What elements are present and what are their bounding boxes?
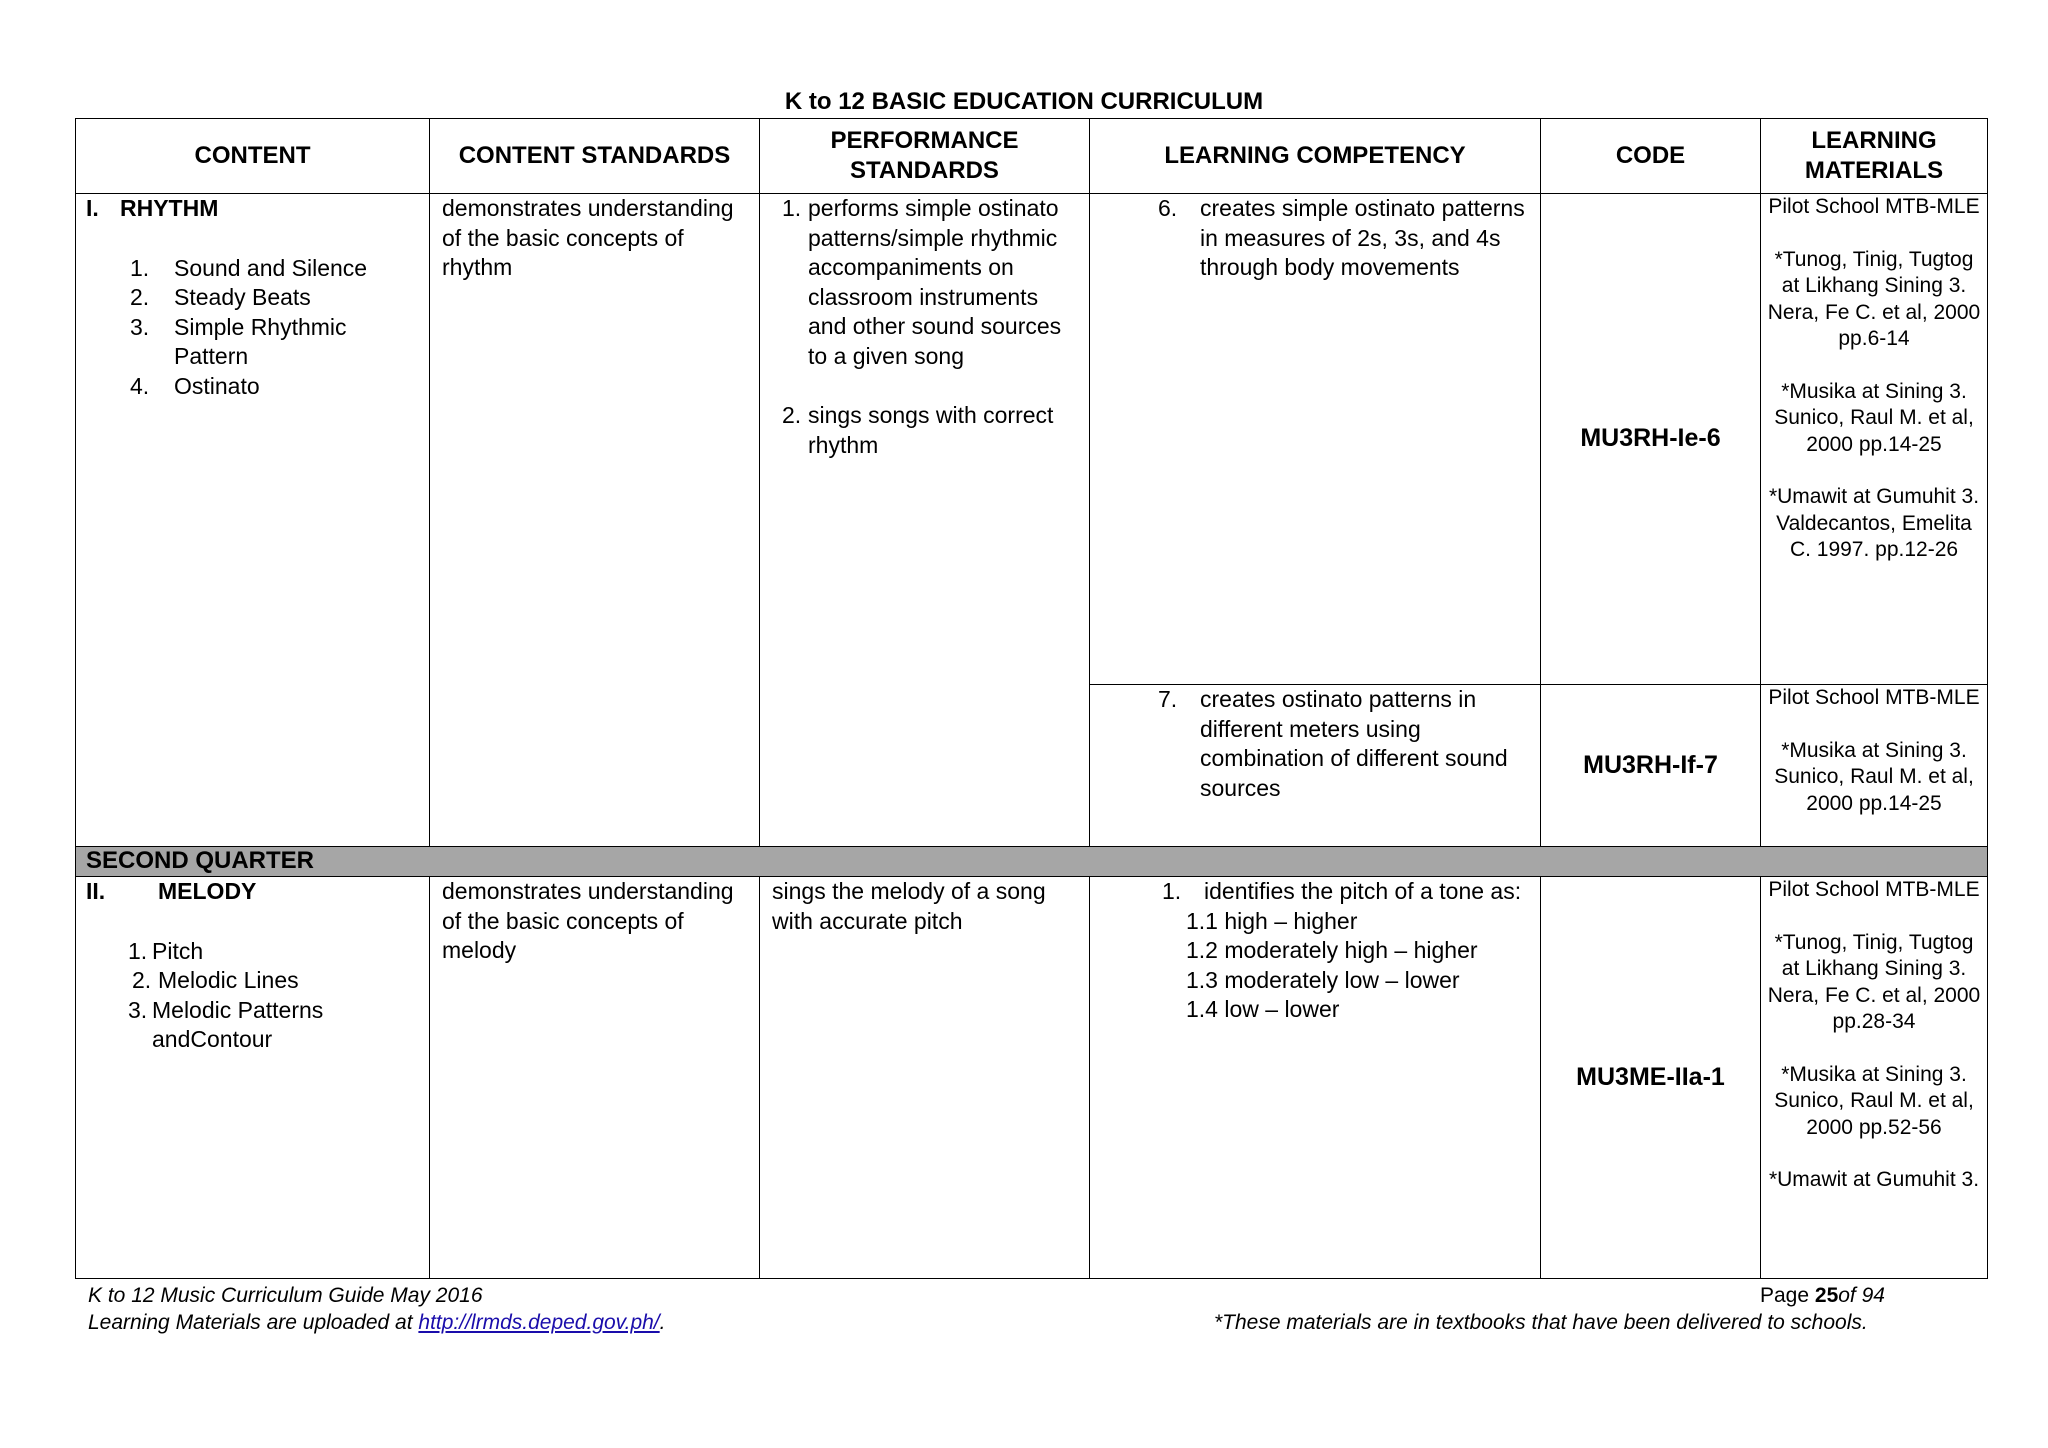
curriculum-table [75, 118, 1988, 1279]
performance-standard-melody: sings the melody of a song with accurate pitch [760, 877, 1090, 1279]
list-item: 4. Ostinato [130, 372, 260, 399]
content-title: MELODY [158, 878, 257, 904]
content-list [86, 254, 419, 402]
header-learning-materials: LEARNING MATERIALS [1761, 119, 1988, 194]
competency-item: 7. creates ostinato patterns in different meters using combination of different sound sources [1158, 686, 1508, 801]
content-heading [86, 194, 419, 224]
quarter-label: SECOND QUARTER [76, 847, 1988, 877]
list-item: 2. Steady Beats [130, 284, 311, 310]
header-code: CODE [1541, 119, 1761, 194]
footer-page-number: Page 25of 94 [1760, 1284, 1885, 1307]
lrmds-link[interactable]: http://lrmds.deped.gov.ph/ [418, 1311, 660, 1334]
document-title: K to 12 BASIC EDUCATION CURRICULUM [784, 88, 1264, 115]
competency-subitem: 1.4 low – lower [1186, 996, 1340, 1022]
material-entry: *Umawit at Gumuhit 3. [1768, 1168, 1980, 1191]
list-item: 2. sings songs with correct rhythm [782, 402, 1054, 458]
quarter-row [76, 847, 1988, 877]
content-cell-melody [76, 877, 430, 1279]
material-entry: *Tunog, Tinig, Tugtog at Likhang Sining 3. Nera, Fe C. et al, 2000 pp.28-34 [1767, 930, 1981, 1033]
list-item: 1. Pitch [128, 937, 204, 964]
material-entry: *Musika at Sining 3. Sunico, Raul M. et al, 2000 pp.52-56 [1774, 1062, 1974, 1139]
header-learning-competency: LEARNING COMPETENCY [1090, 119, 1541, 194]
footer-uploaded: Learning Materials are uploaded at http://lrmds.deped.gov.ph/. [88, 1311, 666, 1334]
code-cell: MU3RH-If-7 [1541, 685, 1761, 847]
competency-cell [1090, 685, 1541, 847]
content-title: RHYTHM [120, 195, 219, 221]
material-entry: *Tunog, Tinig, Tugtog at Likhang Sining 3. Nera, Fe C. et al, 2000 pp.6-14 [1767, 247, 1981, 350]
material-entry: Pilot School MTB-MLE [1768, 686, 1980, 709]
content-number: I. [86, 195, 99, 221]
content-cell-rhythm [76, 194, 430, 847]
code-cell: MU3ME-IIa-1 [1541, 877, 1761, 1279]
list-item: 2. Melodic Lines [132, 967, 299, 993]
material-entry: *Musika at Sining 3. Sunico, Raul M. et al, 2000 pp.14-25 [1774, 738, 1974, 815]
table-row [76, 877, 1988, 1279]
material-entry: *Musika at Sining 3. Sunico, Raul M. et al, 2000 pp.14-25 [1774, 379, 1974, 456]
footer-note: *These materials are in textbooks that have been delivered to schools. [1214, 1311, 1868, 1334]
content-list [86, 937, 419, 1055]
list-item: 1. performs simple ostinato patterns/simple rhythmic accompaniments on classroom instruments and other sound sources to a given song [782, 195, 1062, 369]
header-content: CONTENT [76, 119, 430, 194]
content-standard-melody: demonstrates understanding of the basic concepts of melody [430, 877, 760, 1279]
footer-guide: K to 12 Music Curriculum Guide May 2016 [88, 1284, 483, 1307]
content-standard-rhythm: demonstrates understanding of the basic concepts of rhythm [430, 194, 760, 847]
competency-cell [1090, 194, 1541, 685]
content-heading [86, 877, 419, 907]
content-number: II. [86, 878, 106, 904]
materials-cell [1761, 877, 1988, 1279]
material-entry: Pilot School MTB-MLE [1768, 878, 1980, 901]
material-entry: *Umawit at Gumuhit 3. Valdecantos, Emelita C. 1997. pp.12-26 [1768, 485, 1980, 561]
material-entry: Pilot School MTB-MLE [1768, 195, 1980, 218]
materials-cell [1761, 194, 1988, 685]
list-item: 3. Melodic Patterns andContour [128, 996, 324, 1052]
competency-subitem: 1.1 high – higher [1186, 907, 1358, 934]
competency-cell [1090, 877, 1541, 1279]
code-cell: MU3RH-Ie-6 [1541, 194, 1761, 685]
performance-standard-rhythm [760, 194, 1090, 847]
header-content-standards: CONTENT STANDARDS [430, 119, 760, 194]
competency-item: 1. identifies the pitch of a tone as: [1162, 878, 1522, 904]
header-performance-standards: PERFORMANCE STANDARDS [760, 119, 1090, 194]
competency-subitem: 1.2 moderately high – higher [1186, 937, 1478, 963]
table-row [76, 194, 1988, 685]
competency-item: 6. creates simple ostinato patterns in measures of 2s, 3s, and 4s through body movements [1158, 195, 1525, 280]
header-row [76, 119, 1988, 194]
list-item: 1. Sound and Silence [130, 254, 368, 281]
competency-subitem: 1.3 moderately low – lower [1186, 966, 1460, 993]
materials-cell [1761, 685, 1988, 847]
list-item: 3. Simple Rhythmic Pattern [130, 313, 347, 369]
